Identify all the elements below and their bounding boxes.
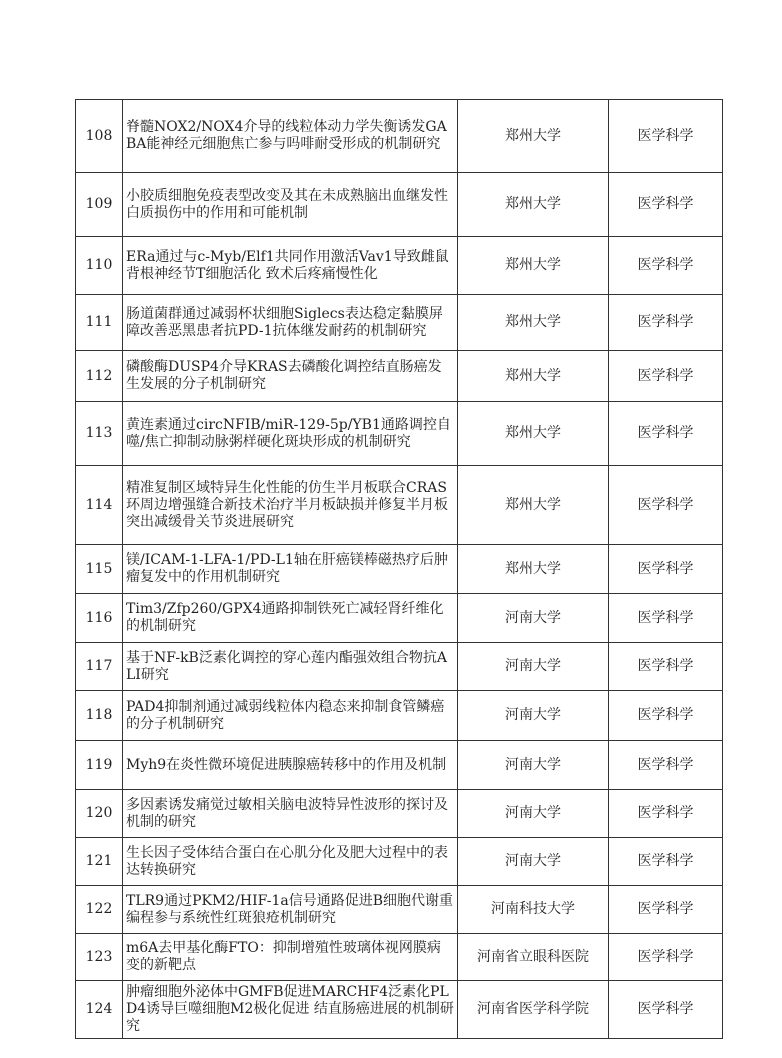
field-name: 医学科学: [609, 643, 723, 691]
project-title: 镁/ICAM-1-LFA-1/PD-L1轴在肝癌镁棒磁热疗后肿瘤复发中的作用机制研究: [123, 545, 458, 594]
field-name: 医学科学: [609, 594, 723, 643]
project-title: 精准复制区域特异生化性能的仿生半月板联合CRAS环周边增强缝合新技术治疗半月板缺损并修复半月板突出减缓骨关节炎进展研究: [123, 466, 458, 545]
table-row: [76, 402, 723, 466]
table-row: [76, 466, 723, 545]
field-name: 医学科学: [609, 838, 723, 886]
table-row: [76, 295, 723, 351]
university-name: 河南大学: [458, 643, 609, 691]
university-name: 郑州大学: [458, 402, 609, 466]
field-name: 医学科学: [609, 545, 723, 594]
field-name: 医学科学: [609, 790, 723, 838]
project-number: 108: [76, 100, 123, 173]
project-title: PAD4抑制剂通过减弱线粒体内稳态来抑制食管鳞癌的分子机制研究: [123, 691, 458, 741]
university-name: 河南科技大学: [458, 886, 609, 934]
field-name: 医学科学: [609, 886, 723, 934]
university-name: 郑州大学: [458, 173, 609, 237]
project-number: 120: [76, 790, 123, 838]
field-name: 医学科学: [609, 402, 723, 466]
table-row: [76, 351, 723, 402]
university-name: 河南大学: [458, 790, 609, 838]
table-row: [76, 237, 723, 295]
project-title: 小胶质细胞免疫表型改变及其在未成熟脑出血继发性白质损伤中的作用和可能机制: [123, 173, 458, 237]
project-number: 123: [76, 934, 123, 981]
project-title: m6A去甲基化酶FTO：抑制增殖性玻璃体视网膜病变的新靶点: [123, 934, 458, 981]
university-name: 郑州大学: [458, 545, 609, 594]
project-number: 114: [76, 466, 123, 545]
table-row: [76, 838, 723, 886]
field-name: 医学科学: [609, 741, 723, 790]
project-title: 黄连素通过circNFIB/miR-129-5p/YB1通路调控自噬/焦亡抑制动脉粥样硬化斑块形成的机制研究: [123, 402, 458, 466]
project-title: Tim3/Zfp260/GPX4通路抑制铁死亡减轻肾纤维化的机制研究: [123, 594, 458, 643]
field-name: 医学科学: [609, 237, 723, 295]
project-title: Myh9在炎性微环境促进胰腺癌转移中的作用及机制: [123, 741, 458, 790]
field-name: 医学科学: [609, 295, 723, 351]
project-title: ERa通过与c-Myb/Elf1共同作用激活Vav1导致雌鼠背根神经节T细胞活化 致术后疼痛慢性化: [123, 237, 458, 295]
project-number: 119: [76, 741, 123, 790]
project-number: 121: [76, 838, 123, 886]
field-name: 医学科学: [609, 981, 723, 1039]
field-name: 医学科学: [609, 100, 723, 173]
field-name: 医学科学: [609, 691, 723, 741]
university-name: 郑州大学: [458, 295, 609, 351]
table-row: [76, 100, 723, 173]
project-table: [75, 99, 723, 1039]
project-number: 124: [76, 981, 123, 1039]
project-title: 脊髓NOX2/NOX4介导的线粒体动力学失衡诱发GABA能神经元细胞焦亡参与吗啡耐受形成的机制研究: [123, 100, 458, 173]
university-name: 河南省立眼科医院: [458, 934, 609, 981]
field-name: 医学科学: [609, 466, 723, 545]
table-row: [76, 741, 723, 790]
university-name: 郑州大学: [458, 237, 609, 295]
project-table-body: [76, 100, 723, 1039]
project-number: 112: [76, 351, 123, 402]
university-name: 河南大学: [458, 594, 609, 643]
project-number: 116: [76, 594, 123, 643]
table-row: [76, 643, 723, 691]
project-number: 118: [76, 691, 123, 741]
project-title: 磷酸酶DUSP4介导KRAS去磷酸化调控结直肠癌发生发展的分子机制研究: [123, 351, 458, 402]
table-row: [76, 545, 723, 594]
table-row: [76, 790, 723, 838]
field-name: 医学科学: [609, 173, 723, 237]
project-number: 117: [76, 643, 123, 691]
project-number: 109: [76, 173, 123, 237]
project-title: 肿瘤细胞外泌体中GMFB促进MARCHF4泛素化PLD4诱导巨噬细胞M2极化促进 结直肠癌进展的机制研究: [123, 981, 458, 1039]
project-title: 生长因子受体结合蛋白在心肌分化及肥大过程中的表达转换研究: [123, 838, 458, 886]
project-number: 113: [76, 402, 123, 466]
university-name: 郑州大学: [458, 351, 609, 402]
table-row: [76, 886, 723, 934]
project-title: 多因素诱发痛觉过敏相关脑电波特异性波形的探讨及机制的研究: [123, 790, 458, 838]
field-name: 医学科学: [609, 351, 723, 402]
project-number: 111: [76, 295, 123, 351]
project-title: 基于NF-kB泛素化调控的穿心莲内酯强效组合物抗ALI研究: [123, 643, 458, 691]
university-name: 郑州大学: [458, 100, 609, 173]
university-name: 河南大学: [458, 741, 609, 790]
table-row: [76, 173, 723, 237]
table-row: [76, 934, 723, 981]
project-number: 110: [76, 237, 123, 295]
university-name: 河南大学: [458, 691, 609, 741]
table-row: [76, 594, 723, 643]
field-name: 医学科学: [609, 934, 723, 981]
table-row: [76, 691, 723, 741]
project-title: TLR9通过PKM2/HIF-1a信号通路促进B细胞代谢重编程参与系统性红斑狼疮机制研究: [123, 886, 458, 934]
project-number: 115: [76, 545, 123, 594]
table-row: [76, 981, 723, 1039]
university-name: 郑州大学: [458, 466, 609, 545]
project-number: 122: [76, 886, 123, 934]
project-title: 肠道菌群通过减弱杯状细胞Siglecs表达稳定黏膜屏障改善恶黑患者抗PD-1抗体继发耐药的机制研究: [123, 295, 458, 351]
university-name: 河南省医学科学院: [458, 981, 609, 1039]
university-name: 河南大学: [458, 838, 609, 886]
